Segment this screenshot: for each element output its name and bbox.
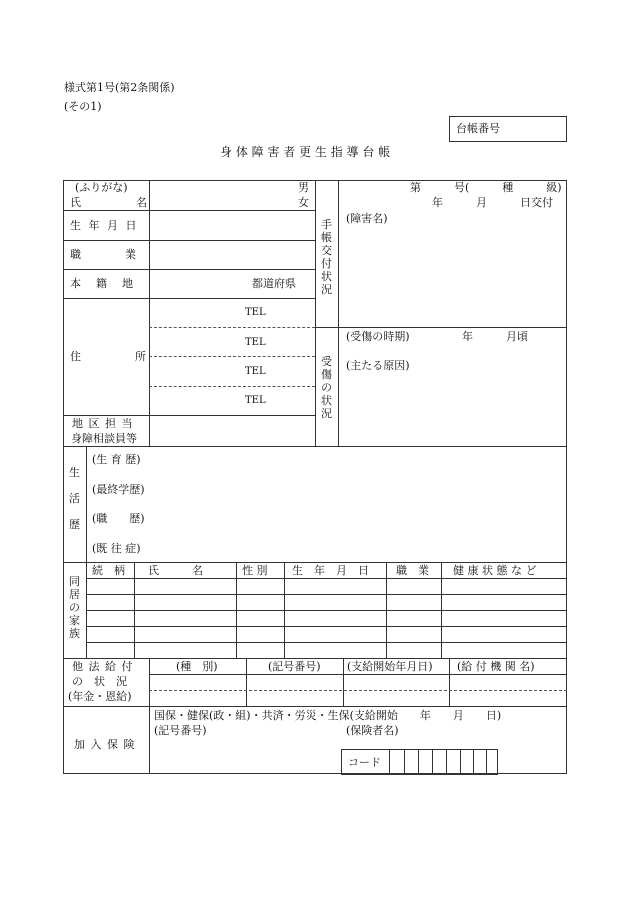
insurance-symbol: (記号番号) — [154, 724, 207, 737]
line — [63, 298, 315, 299]
line — [63, 562, 567, 563]
address-label: 住 所 — [70, 350, 148, 363]
code-cell-divider — [460, 749, 461, 774]
history-jobs: (職 歴) — [92, 512, 145, 525]
benefits-label-3: (年金・恩給) — [68, 690, 132, 703]
line — [86, 578, 567, 579]
benefits-header-type: (種 別) — [176, 660, 218, 673]
name-label: 氏 名 — [70, 196, 147, 209]
line — [63, 240, 315, 241]
line — [63, 269, 315, 270]
benefits-header-agency: (給 付 機 関 名) — [457, 660, 535, 673]
disability-label: (障害名) — [346, 212, 388, 225]
insurance-label: 加 入 保 険 — [74, 738, 136, 751]
form-number: 様式第1号(第2条関係) — [64, 81, 175, 94]
code-cell-divider — [446, 749, 447, 774]
injury-cause-label: (主たる原因) — [346, 359, 410, 372]
injury-label: 受傷の状況 — [321, 355, 332, 420]
code-cell-divider — [432, 749, 433, 774]
tel-label-1: TEL — [245, 307, 266, 318]
domicile-label: 本 籍 地 — [70, 277, 135, 290]
male-label: 男 — [298, 181, 309, 194]
female-label: 女 — [298, 196, 309, 209]
ledger-number-label: 台帳番号 — [456, 122, 500, 135]
birthdate-label: 生 年 月 日 — [70, 219, 139, 232]
line — [63, 706, 567, 707]
code-cell-divider — [404, 749, 405, 774]
line — [86, 594, 567, 595]
handbook-issued: 年 月 日交付 — [432, 196, 553, 209]
insurance-code-label: コード — [348, 756, 381, 769]
line — [149, 180, 150, 446]
line — [149, 327, 315, 328]
tel-label-2: TEL — [245, 337, 266, 348]
furigana-label: (ふりがな) — [75, 181, 128, 194]
handbook-number: 第 号( 種 級) — [410, 181, 562, 194]
tel-label-3: TEL — [245, 366, 266, 377]
family-header-health: 健 康 状 態 な ど — [453, 564, 537, 577]
history-label: 生活歴 — [69, 466, 80, 531]
counselor-label-2: 身障相談員等 — [71, 432, 137, 445]
prefecture-label: 都道府県 — [252, 277, 296, 290]
counselor-label-1: 地 区 担 当 — [72, 417, 134, 430]
line — [149, 386, 315, 387]
family-header-sex: 性 別 — [242, 564, 268, 577]
line — [315, 180, 316, 446]
insurance-types: 国保・健保(政・組)・共済・労災・生保(支給開始 年 月 日) — [154, 709, 502, 722]
history-education: (最終学歴) — [92, 483, 145, 496]
family-label: 同居の家族 — [69, 575, 80, 640]
line — [86, 626, 567, 627]
benefits-label-2: の 状 況 — [72, 675, 127, 688]
line — [149, 690, 567, 691]
code-cell-divider — [473, 749, 474, 774]
line — [63, 658, 567, 659]
family-header-birthdate: 生 年 月 日 — [292, 564, 369, 577]
occupation-label: 職 業 — [70, 248, 136, 261]
history-illness: (既 往 症) — [92, 542, 141, 555]
line — [315, 327, 567, 328]
line — [149, 356, 315, 357]
benefits-label-1: 他 法 給 付 — [72, 660, 134, 673]
family-header-occupation: 職 業 — [396, 564, 429, 577]
line — [338, 180, 339, 446]
history-growth: (生 育 歴) — [92, 453, 141, 466]
tel-label-4: TEL — [245, 395, 266, 406]
line — [149, 674, 567, 675]
code-cell-divider — [389, 749, 390, 774]
insurance-insurer: (保険者名) — [346, 724, 399, 737]
family-header-relation: 続 柄 — [92, 564, 125, 577]
line — [449, 658, 450, 706]
benefits-header-start: (支給開始年月日) — [347, 660, 433, 673]
line — [149, 658, 150, 774]
code-cell-divider — [486, 749, 487, 774]
injury-time-label: (受傷の時期) — [346, 330, 410, 343]
injury-time-suffix: 年 月頃 — [462, 330, 528, 343]
handbook-label: 手帳交付状況 — [321, 218, 332, 296]
line — [63, 415, 315, 416]
line — [63, 446, 567, 447]
line — [86, 610, 567, 611]
line — [343, 658, 344, 706]
sub-number: (その1) — [64, 100, 102, 113]
line — [246, 658, 247, 706]
code-cell-divider — [418, 749, 419, 774]
page-title: 身 体 障 害 者 更 生 指 導 台 帳 — [220, 145, 391, 159]
line — [86, 642, 567, 643]
family-header-name: 氏 名 — [148, 564, 203, 577]
benefits-header-symbol: (記号番号) — [268, 660, 321, 673]
line — [63, 210, 315, 211]
